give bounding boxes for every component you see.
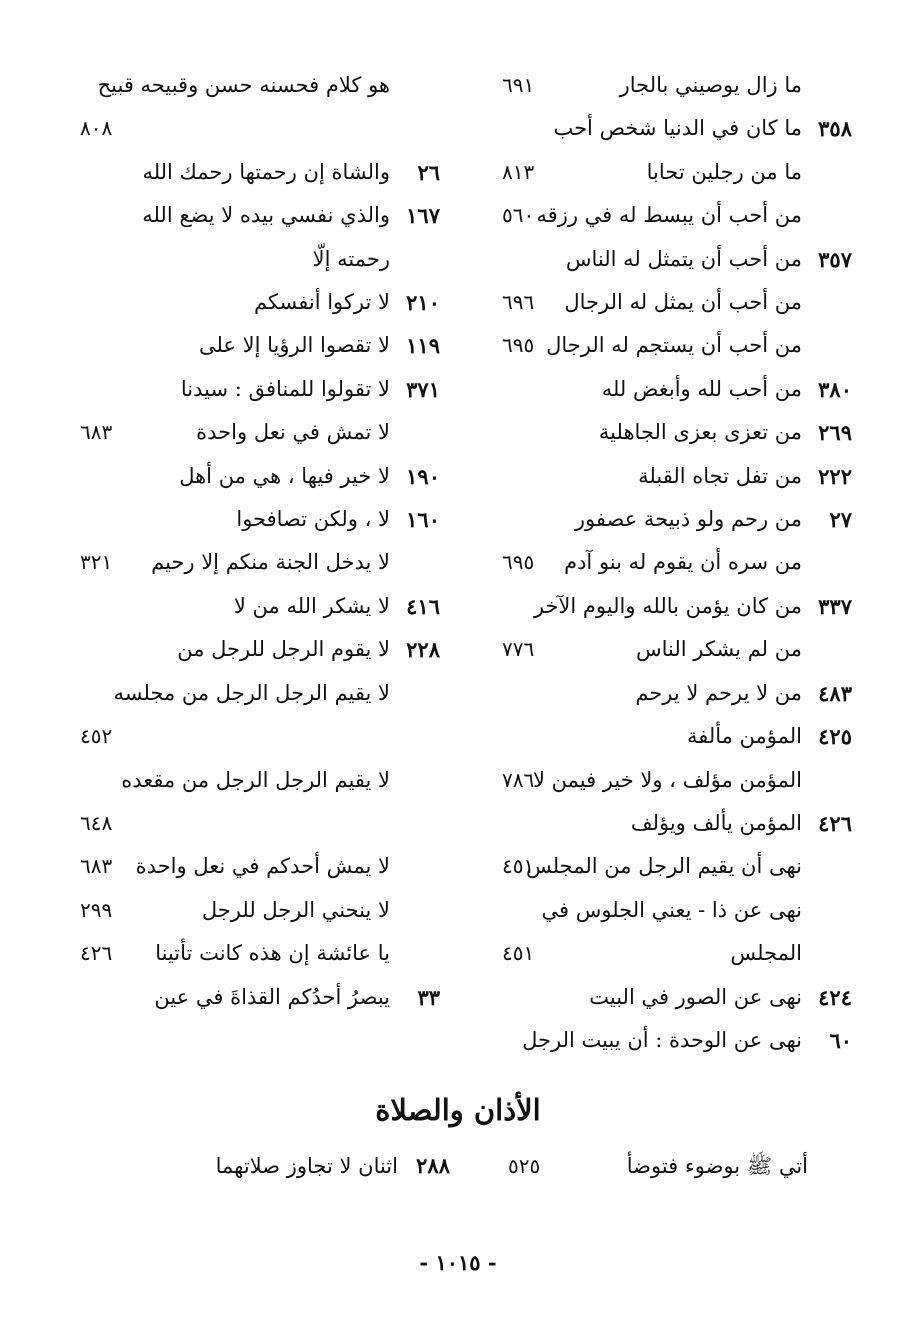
- entry-text: من تعزى بعزى الجاهلية: [598, 420, 802, 445]
- entry-page: ٦٩٥: [502, 550, 535, 575]
- entry-number: ١٦٠: [406, 507, 440, 533]
- entry-text: لا يمش أحدكم في نعل واحدة: [135, 854, 390, 879]
- entry-number: ٢٨٨: [416, 1153, 450, 1178]
- entry-page: ٤٢٦: [80, 941, 113, 966]
- entry-page: ٨١٣: [502, 159, 535, 184]
- index-entry: [502, 238, 852, 281]
- entry-text: أتي ﷺ بوضوء فتوضأ: [626, 1154, 808, 1178]
- index-entry: [80, 672, 440, 715]
- entry-text: من تفل تجاه القبلة: [638, 463, 802, 488]
- index-entry: [80, 715, 440, 758]
- entry-text: من كان يؤمن بالله واليوم الآخر: [533, 593, 802, 618]
- entry-page: ٣٢١: [80, 550, 113, 575]
- entry-number: ١٩٠: [406, 463, 440, 489]
- index-entry: [502, 845, 852, 888]
- page-number: - ١٠١٥ -: [419, 1250, 497, 1275]
- index-entry: [80, 455, 440, 498]
- index-entry: [502, 324, 852, 367]
- entry-number: ٤١٦: [406, 593, 440, 619]
- section-entry-left: [160, 1144, 450, 1188]
- entry-text: من لا يرحم لا يرحم: [635, 680, 802, 705]
- entry-text: من أحب أن يمثل له الرجال: [564, 290, 802, 315]
- entry-number: ٣٨٠: [818, 376, 852, 402]
- entry-text: لا تمش في نعل واحدة: [196, 420, 390, 445]
- entry-page: ٥٦٠: [502, 203, 535, 228]
- entry-number: ٢٢٨: [406, 637, 440, 663]
- entry-page: ٤٥٢: [80, 724, 113, 749]
- index-entry: [502, 1019, 852, 1062]
- index-entry: [502, 628, 852, 671]
- entry-text: ما من رجلين تحابا: [646, 159, 802, 184]
- entry-text: نهى عن الوحدة : أن يبيت الرجل: [522, 1027, 802, 1052]
- index-entry: [502, 368, 852, 411]
- entry-text: لا يدخل الجنة منكم إلا رحيم: [151, 550, 390, 575]
- entry-text: من لم يشكر الناس: [635, 637, 802, 662]
- entry-page: ٦٤٨: [80, 810, 113, 835]
- entry-text: من أحب أن يستجم له الرجال: [546, 333, 802, 358]
- entry-text: اثنان لا تجاوز صلاتهما: [215, 1154, 398, 1178]
- entry-number: ٢٦٩: [818, 420, 852, 446]
- entry-number: ٢٦: [417, 159, 440, 185]
- entry-text: من سره أن يقوم له بنو آدم: [564, 550, 802, 575]
- entry-number: ٣٣٧: [818, 593, 852, 619]
- entry-text: لا يقيم الرجل الرجل من مقعده: [121, 767, 390, 792]
- entry-number: ١١٩: [406, 333, 440, 359]
- section-heading: الأذان والصلاة: [375, 1093, 541, 1127]
- index-column-right: [502, 64, 852, 1062]
- entry-number: ١٦٧: [406, 203, 440, 229]
- index-entry: [502, 64, 852, 107]
- section-entry-right: [508, 1144, 808, 1188]
- entry-number: ٣٧١: [406, 376, 440, 402]
- entry-text: يا عائشة إن هذه كانت تأتينا: [155, 941, 390, 966]
- index-entry: [502, 151, 852, 194]
- entry-page: ٢٩٩: [80, 897, 113, 922]
- entry-page: ٦٩٦: [502, 290, 535, 315]
- index-entry: [80, 976, 440, 1019]
- index-entry: [80, 281, 440, 324]
- entry-text: المؤمن مألفة: [686, 724, 802, 749]
- entry-text: لا خير فيها ، هي من أهل: [179, 463, 390, 488]
- entry-number: ٤٢٦: [818, 810, 852, 836]
- entry-page: ٦٩٥: [502, 333, 535, 358]
- index-entry: [502, 411, 852, 454]
- entry-page: ٤٥١: [502, 941, 535, 966]
- entry-text: لا يقوم الرجل للرجل من: [177, 637, 390, 662]
- entry-page: ٦٨٣: [80, 854, 113, 879]
- index-entry: [80, 932, 440, 975]
- entry-text: لا يقيم الرجل الرجل من مجلسه: [113, 680, 390, 705]
- entry-number: ٣٣: [417, 984, 440, 1010]
- entry-text: رحمته إلّا: [312, 246, 390, 271]
- index-entry: [80, 889, 440, 932]
- entry-text: والشاة إن رحمتها رحمك الله: [142, 159, 390, 184]
- index-entry: [80, 64, 440, 107]
- index-entry: [80, 368, 440, 411]
- entry-text: نهى عن ذا - يعني الجلوس في: [541, 897, 802, 922]
- entry-text: من أحب لله وأبغض لله: [601, 376, 802, 401]
- entry-number: ٦٠: [829, 1027, 852, 1053]
- entry-number: ٤٢٤: [818, 984, 852, 1010]
- index-entry: [80, 585, 440, 628]
- index-entry: [80, 107, 440, 150]
- index-entry: [80, 802, 440, 845]
- entry-text: من أحب أن يبسط له في رزقه: [536, 203, 802, 228]
- index-entry: [80, 411, 440, 454]
- entry-page: ٥٢٥: [508, 1154, 541, 1178]
- entry-text: لا تقصوا الرؤيا إلا على: [198, 333, 390, 358]
- entry-number: ٤٢٥: [818, 724, 852, 750]
- entry-text: نهى عن الصور في البيت: [589, 984, 802, 1009]
- index-entry: [502, 802, 852, 845]
- index-entry: [502, 889, 852, 932]
- index-entry: [80, 541, 440, 584]
- entry-number: ٣٥٨: [818, 116, 852, 142]
- entry-page: ٨٠٨: [80, 116, 113, 141]
- index-entry: [502, 672, 852, 715]
- entry-text: المؤمن يألف ويؤلف: [630, 810, 802, 835]
- entry-page: ٦٩١: [502, 73, 535, 97]
- entry-text: من أحب أن يتمثل له الناس: [565, 246, 802, 271]
- index-entry: [502, 107, 852, 150]
- entry-text: هو كلام فحسنه حسن وقبيحه قبيح: [97, 73, 390, 97]
- index-entry: [502, 281, 852, 324]
- entry-text: ما كان في الدنيا شخص أحب: [553, 116, 802, 141]
- entry-page: ٦٨٣: [80, 420, 113, 445]
- index-column-left: [80, 64, 440, 1019]
- entry-text: لا تركوا أنفسكم: [253, 290, 390, 315]
- entry-page: ٤٥١: [502, 854, 535, 879]
- index-entry: [502, 455, 852, 498]
- entry-number: ٢٢٢: [818, 463, 852, 489]
- entry-text: المؤمن مؤلف ، ولا خير فيمن لا: [532, 767, 802, 792]
- entry-text: نهى أن يقيم الرجل من المجلس: [525, 854, 802, 879]
- entry-text: المجلس: [730, 941, 802, 966]
- index-entry: [80, 151, 440, 194]
- index-entry: [502, 541, 852, 584]
- index-entry: [80, 238, 440, 281]
- entry-text: ما زال يوصيني بالجار: [619, 73, 802, 97]
- entry-text: والذي نفسي بيده لا يضع الله: [142, 203, 390, 228]
- index-entry: [502, 715, 852, 758]
- entry-page: ٧٨٦: [502, 767, 535, 792]
- index-entry: [502, 759, 852, 802]
- index-entry: [502, 498, 852, 541]
- index-entry: [80, 194, 440, 237]
- index-entry: [502, 976, 852, 1019]
- entry-text: يبصرُ أحدُكم القذاةَ في عين: [154, 984, 390, 1009]
- entry-number: ٢١٠: [406, 290, 440, 316]
- index-entry: [80, 845, 440, 888]
- entry-text: لا ، ولكن تصافحوا: [236, 507, 390, 532]
- index-entry: [80, 759, 440, 802]
- index-entry: [502, 585, 852, 628]
- index-entry: [80, 498, 440, 541]
- entry-number: ٢٧: [829, 507, 852, 533]
- entry-number: ٣٥٧: [818, 246, 852, 272]
- entry-text: من رحم ولو ذبيحة عصفور: [574, 507, 802, 532]
- entry-number: ٤٨٣: [818, 680, 852, 706]
- index-entry: [80, 324, 440, 367]
- entry-text: لا ينحني الرجل للرجل: [201, 897, 390, 922]
- index-entry: [502, 932, 852, 975]
- index-entry: [80, 628, 440, 671]
- entry-page: ٧٧٦: [502, 637, 535, 662]
- index-entry: [502, 194, 852, 237]
- entry-text: لا يشكر الله من لا: [233, 593, 390, 618]
- entry-text: لا تقولوا للمنافق : سيدنا: [180, 376, 390, 401]
